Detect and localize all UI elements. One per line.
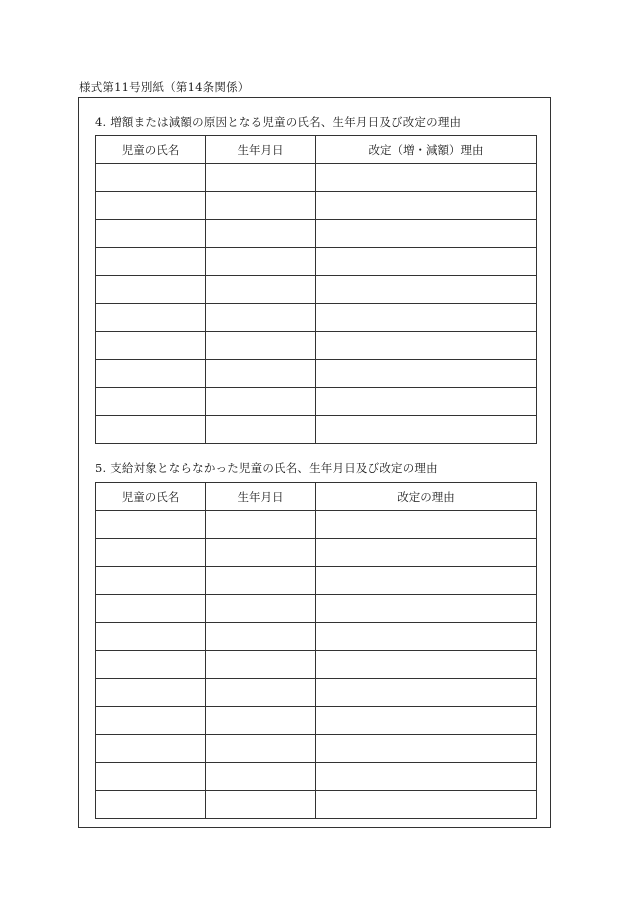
table-row [96,623,537,651]
section-5-table-body [96,511,537,819]
table-row [96,679,537,707]
child-name-cell[interactable] [96,791,206,819]
table-row [96,539,537,567]
birthdate-cell[interactable] [206,735,316,763]
table-row [96,276,537,304]
child-name-cell[interactable] [96,164,206,192]
birthdate-cell[interactable] [206,623,316,651]
birthdate-cell[interactable] [206,332,316,360]
table-row [96,192,537,220]
section-5-table [95,482,537,819]
reason-cell[interactable] [316,248,537,276]
child-name-cell[interactable] [96,511,206,539]
column-header-child-name: 児童の氏名 [96,136,206,164]
birthdate-cell[interactable] [206,416,316,444]
child-name-cell[interactable] [96,567,206,595]
table-row [96,304,537,332]
reason-cell[interactable] [316,595,537,623]
child-name-cell[interactable] [96,735,206,763]
birthdate-cell[interactable] [206,304,316,332]
birthdate-cell[interactable] [206,192,316,220]
reason-cell[interactable] [316,164,537,192]
table-row [96,735,537,763]
birthdate-cell[interactable] [206,511,316,539]
table-row [96,360,537,388]
reason-cell[interactable] [316,360,537,388]
birthdate-cell[interactable] [206,763,316,791]
reason-cell[interactable] [316,763,537,791]
birthdate-cell[interactable] [206,220,316,248]
table-row [96,164,537,192]
reason-cell[interactable] [316,651,537,679]
birthdate-cell[interactable] [206,707,316,735]
birthdate-cell[interactable] [206,567,316,595]
section-4-title: 4. 増額または減額の原因となる児童の氏名、生年月日及び改定の理由 [95,115,462,129]
column-header-reason: 改定（増・減額）理由 [316,136,537,164]
child-name-cell[interactable] [96,220,206,248]
table-row [96,651,537,679]
reason-cell[interactable] [316,332,537,360]
child-name-cell[interactable] [96,304,206,332]
child-name-cell[interactable] [96,360,206,388]
child-name-cell[interactable] [96,388,206,416]
child-name-cell[interactable] [96,248,206,276]
child-name-cell[interactable] [96,332,206,360]
section-4-table-body [96,164,537,444]
reason-cell[interactable] [316,276,537,304]
column-header-child-name: 児童の氏名 [96,483,206,511]
table-row [96,707,537,735]
reason-cell[interactable] [316,220,537,248]
child-name-cell[interactable] [96,595,206,623]
child-name-cell[interactable] [96,276,206,304]
child-name-cell[interactable] [96,623,206,651]
table-row [96,220,537,248]
table-row [96,595,537,623]
table-header-row [96,483,537,511]
column-header-birthdate: 生年月日 [206,483,316,511]
section-5-title: 5. 支給対象とならなかった児童の氏名、生年月日及び改定の理由 [95,461,438,475]
table-row [96,416,537,444]
form-number-label: 様式第11号別紙（第14条関係） [79,80,250,94]
column-header-reason: 改定の理由 [316,483,537,511]
birthdate-cell[interactable] [206,539,316,567]
reason-cell[interactable] [316,539,537,567]
reason-cell[interactable] [316,192,537,220]
birthdate-cell[interactable] [206,388,316,416]
reason-cell[interactable] [316,735,537,763]
birthdate-cell[interactable] [206,791,316,819]
reason-cell[interactable] [316,388,537,416]
reason-cell[interactable] [316,416,537,444]
reason-cell[interactable] [316,707,537,735]
child-name-cell[interactable] [96,651,206,679]
reason-cell[interactable] [316,623,537,651]
birthdate-cell[interactable] [206,651,316,679]
child-name-cell[interactable] [96,763,206,791]
birthdate-cell[interactable] [206,595,316,623]
birthdate-cell[interactable] [206,164,316,192]
table-row [96,763,537,791]
child-name-cell[interactable] [96,679,206,707]
section-4-table [95,135,537,444]
table-row [96,332,537,360]
reason-cell[interactable] [316,304,537,332]
child-name-cell[interactable] [96,416,206,444]
child-name-cell[interactable] [96,539,206,567]
column-header-birthdate: 生年月日 [206,136,316,164]
table-row [96,511,537,539]
reason-cell[interactable] [316,791,537,819]
table-row [96,248,537,276]
table-row [96,567,537,595]
table-header-row [96,136,537,164]
birthdate-cell[interactable] [206,248,316,276]
child-name-cell[interactable] [96,192,206,220]
reason-cell[interactable] [316,567,537,595]
reason-cell[interactable] [316,679,537,707]
birthdate-cell[interactable] [206,360,316,388]
reason-cell[interactable] [316,511,537,539]
birthdate-cell[interactable] [206,276,316,304]
child-name-cell[interactable] [96,707,206,735]
birthdate-cell[interactable] [206,679,316,707]
table-row [96,388,537,416]
table-row [96,791,537,819]
